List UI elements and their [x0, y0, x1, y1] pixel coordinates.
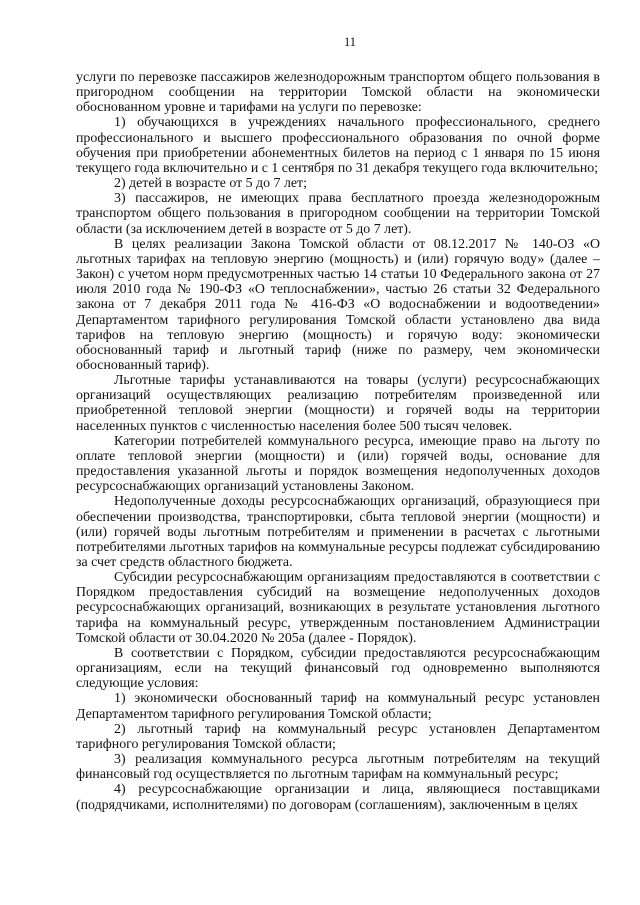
paragraph-conditions-intro: В соответствии с Порядком, субсидии предоставляются ресурсоснабжающим организациям, если на текущий финансовый год одновременно выполняются следующие условия: [76, 645, 600, 692]
list-item-children: 2) детей в возрасте от 5 до 7 лет; [114, 176, 307, 192]
paragraph-consumer-categories: Категории потребителей коммунального ресурса, имеющие право на льготу по оплате тепловой энергии (мощности) и (или) горячей воды, основание для предоставления указанной льготы и порядок возмещения недополученных доходов ресурсоснабжающих организаций установлены Законом. [76, 433, 600, 495]
condition-item-3: 3) реализация коммунального ресурса льготным потребителям на текущий финансовый год осуществляется по льготным тарифам на коммунальный ресурс; [76, 752, 600, 783]
page-number: 11 [343, 35, 357, 49]
paragraph-law-tariffs: В целях реализации Закона Томской области от 08.12.2017 № 140-ОЗ «О льготных тарифах на тепловую энергию (мощность) и (или) горячую воду» (далее – Закон) с учетом норм предусмотренных частью 14 статьи 10 Федерального закона от 27 июля 2010 года № 190-ФЗ «О теплоснабжении», частью 26 статьи 32 Федерального закона от 7 декабря 2011 года № 416-ФЗ «О водоснабжении и водоотведении» Департаментом тарифного регулирования Томской области установлено два вида тарифов на тепловую энергию (мощность) и горячую воду: экономически обоснованный тариф и льготный тариф (ниже по размеру, чем экономически обоснованный тариф). [76, 236, 600, 373]
paragraph-preferential-tariffs: Льготные тарифы устанавливаются на товары (услуги) ресурсоснабжающих организаций осуществляющих реализацию потребителям произведенной или приобретенной тепловой энергии (мощности) и горячей воды на территории населенных пунктов с численностью населения более 500 тысяч человек. [76, 373, 600, 434]
condition-item-2: 2) льготный тариф на коммунальный ресурс установлен Департаментом тарифного регулирования Томской области; [76, 721, 600, 752]
condition-item-1: 1) экономически обоснованный тариф на коммунальный ресурс установлен Департаментом тарифного регулирования Томской области; [76, 691, 600, 722]
list-item-passengers: 3) пассажиров, не имеющих права бесплатного проезда железнодорожным транспортом общего пользования в пригородном сообщении на территории Томской области (за исключением детей в возрасте от 5 до 7 лет). [76, 191, 600, 237]
paragraph-subsidies: Субсидии ресурсоснабжающим организациям предоставляются в соответствии с Порядком предоставления субсидий на возмещение недополученных доходов ресурсоснабжающих организаций, возникающих в результате установления льготного тарифа на коммунальный ресурс, утвержденным постановлением Администрации Томской области от 30.04.2020 № 205а (далее - Порядок). [76, 570, 600, 646]
paragraph-lost-income: Недополученные доходы ресурсоснабжающих организаций, образующиеся при обеспечении производства, транспортировки, сбыта тепловой энергии (мощности) и (или) горячей воды льготным потребителям и применении в расчетах с льготными потребителями льготных тарифов на коммунальные ресурсы подлежат субсидированию за счет средств областного бюджета. [76, 494, 600, 570]
condition-item-4: 4) ресурсоснабжающие организации и лица, являющиеся поставщиками (подрядчиками, исполнителями) по договорам (соглашениям), заключенным в целях [76, 782, 600, 813]
list-item-students: 1) обучающихся в учреждениях начального профессионального, среднего профессионального и высшего профессионального образования по очной форме обучения при приобретении абонементных билетов на период с 1 января по 15 июня текущего года включительно и с 1 сентября по 31 декабря текущего года включительно; [76, 115, 600, 176]
document-body [76, 70, 600, 813]
paragraph-continuation: услуги по перевозке пассажиров железнодорожным транспортом общего пользования в пригородном сообщении на территории Томской области на экономически обоснованном уровне и тарифами на услуги по перевозке: [76, 70, 600, 116]
